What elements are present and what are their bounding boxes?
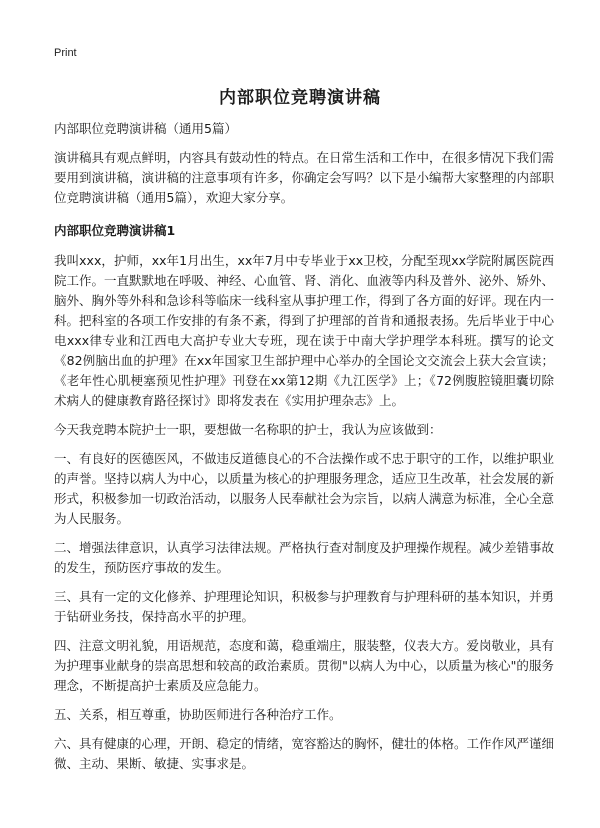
body-paragraph-5: 三、具有一定的文化修养、护理理论知识，积极参与护理教育与护理科研的基本知识，并勇于钻研业务技，保持高水平的护理。 (54, 589, 555, 624)
page-title: 内部职位竞聘演讲稿 (219, 88, 381, 108)
body-paragraph-6: 四、注意文明礼貌，用语规范，态度和蔼，稳重端庄，服装整，仪表大方。爱岗敬业，具有为护理事业献身的崇高思想和较高的政治素质。贯彻"以病人为中心，以质量为核心"的服务理念，不断提高护士素质及应急能力。 (54, 638, 555, 693)
document-body (54, 119, 554, 783)
print-label: Print (54, 47, 77, 59)
body-paragraph-1: 我叫xxx，护师，xx年1月出生，xx年7月中专毕业于xx卫校，分配至现xx学院附属医院西院工作。一直默默地在呼吸、神经、心血管、肾、消化、血液等内科及普外、泌外、矫外、脑外、胸外等外科和急诊科等临床一线科室从事护理工作，得到了各方面的好评。现在内一科。把科室的各项工作安排的有条不紊，得到了护理部的首肯和通报表扬。先后毕业于中心电xxx律专业和江西电大高护专业大专班，现在读于中南大学护理学本科班。撰写的论文《82例脑出血的护理》在xx年国家卫生部护理中心举办的全国论文交流会上获大会宣读；《老年性心肌梗塞预见性护理》刊登在xx第12期《九江医学》上；《72例腹腔镜胆囊切除术病人的健康教育路径探讨》即将发表在《实用护理杂志》上。 (54, 253, 555, 408)
body-paragraph-2: 今天我竞聘本院护士一职，要想做一名称职的护士，我认为应该做到： (54, 422, 442, 437)
section-heading: 内部职位竞聘演讲稿1 (54, 223, 176, 238)
body-paragraph-8: 六、具有健康的心理，开朗、稳定的情绪，宽容豁达的胸怀，健壮的体格。工作作风严谨细微、主动、果断、敏捷、实事求是。 (54, 736, 555, 771)
body-paragraph-4: 二、增强法律意识，认真学习法律法规。严格执行查对制度及护理操作规程。减少差错事故的发生，预防医疗事故的发生。 (54, 540, 555, 575)
document-subtitle: 内部职位竞聘演讲稿（通用5篇） (54, 121, 237, 136)
body-paragraph-7: 五、关系，相互尊重，协助医师进行各种治疗工作。 (54, 707, 342, 722)
intro-paragraph: 演讲稿具有观点鲜明，内容具有鼓动性的特点。在日常生活和工作中，在很多情况下我们需要用到演讲稿，演讲稿的注意事项有许多，你确定会写吗？以下是小编帮大家整理的内部职位竞聘演讲稿（通用5篇），欢迎大家分享。 (54, 150, 555, 205)
body-paragraph-3: 一、有良好的医德医风，不做违反道德良心的不合法操作或不忠于职守的工作，以维护职业的声誉。坚持以病人为中心，以质量为核心的护理服务理念，适应卫生改革，社会发展的新形式，积极参加一切政治活动，以服务人民奉献社会为宗旨，以病人满意为标准，全心全意为人民服务。 (54, 451, 555, 526)
